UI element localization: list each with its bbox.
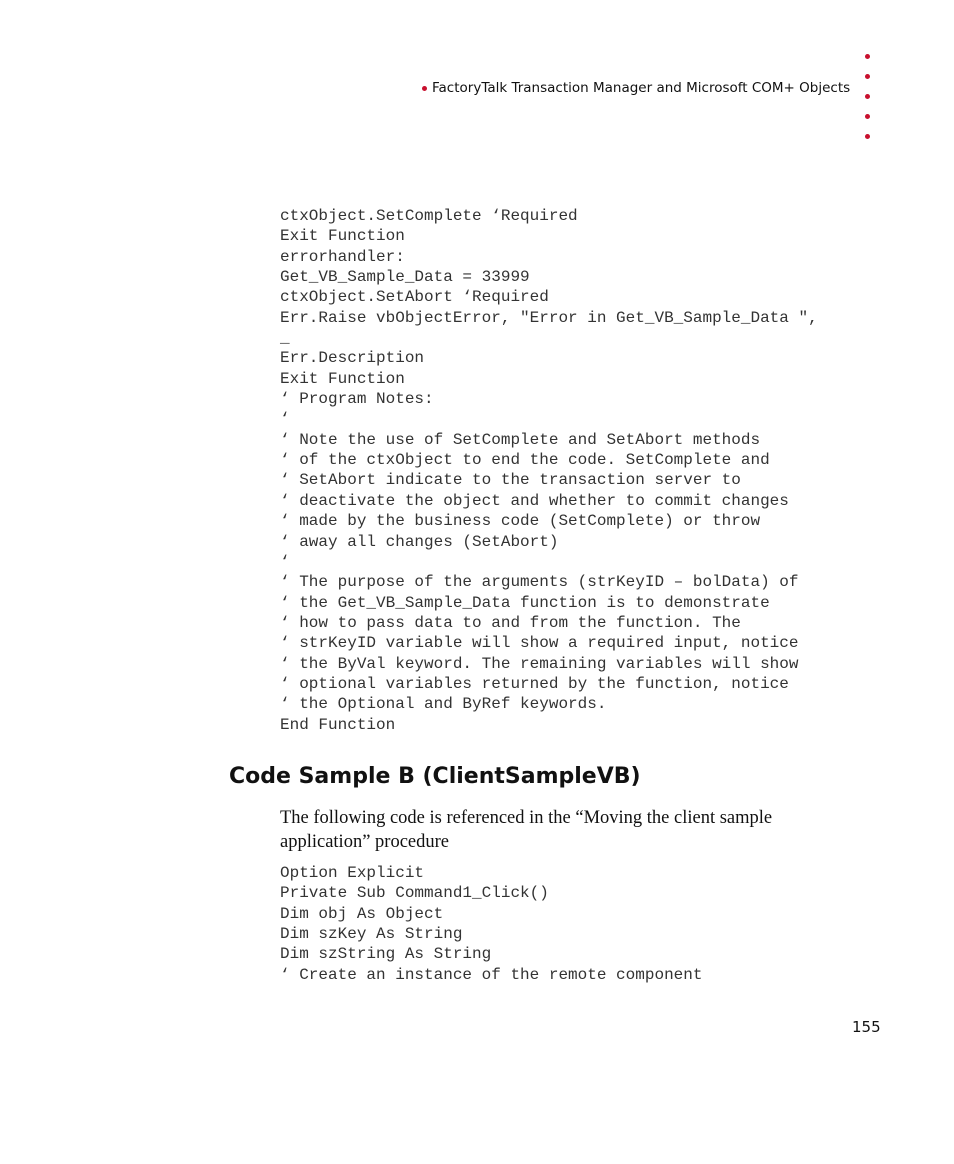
page-number: 155: [852, 1018, 881, 1036]
running-header-title: FactoryTalk Transaction Manager and Microsoft COM+ Objects: [432, 80, 851, 96]
code-line: Option Explicit: [280, 864, 425, 882]
code-line: ctxObject.SetComplete ‘Required: [280, 207, 578, 225]
section-intro-paragraph: The following code is referenced in the “Moving the client sample application” procedure: [280, 808, 773, 852]
code-line: ‘ deactivate the object and whether to commit changes: [280, 491, 789, 510]
code-line: Exit Function: [280, 227, 405, 246]
code-line: ‘ made by the business code (SetComplete) or throw: [280, 512, 761, 531]
dot-icon: [865, 134, 870, 139]
code-line: Err.Raise vbObjectError, "Error in Get_VB_Sample_Data ",: [280, 308, 818, 327]
running-header: [422, 78, 850, 98]
dot-icon: [865, 54, 870, 59]
code-line: Err.Description: [280, 349, 425, 368]
code-line: Dim obj As Object: [280, 904, 444, 923]
code-line: Private Sub Command1_Click(): [280, 884, 549, 903]
code-line: errorhandler:: [280, 247, 405, 266]
code-line: Get_VB_Sample_Data = 33999: [280, 268, 530, 287]
dot-icon: [865, 74, 870, 79]
code-line: ‘ Create an instance of the remote component: [280, 965, 703, 984]
code-line: ‘ Program Notes:: [280, 390, 434, 409]
dot-icon: [865, 114, 870, 119]
code-line: ‘ the Get_VB_Sample_Data function is to demonstrate: [280, 593, 770, 612]
code-line: _: [280, 329, 290, 348]
code-line: ‘ SetAbort indicate to the transaction server to: [280, 471, 741, 490]
code-line: ‘ the ByVal keyword. The remaining variables will show: [280, 654, 799, 673]
code-line: ‘ Note the use of SetComplete and SetAbort methods: [280, 430, 761, 449]
code-line: ctxObject.SetAbort ‘Required: [280, 288, 549, 307]
code-line: Dim szString As String: [280, 945, 492, 964]
code-line: ‘ of the ctxObject to end the code. SetComplete and: [280, 451, 770, 470]
code-line: ‘: [280, 410, 290, 429]
code-line: ‘ The purpose of the arguments (strKeyID – bolData) of: [280, 573, 799, 592]
code-block-client-sample: [280, 863, 702, 985]
code-line: ‘ strKeyID variable will show a required input, notice: [280, 634, 799, 653]
section-heading: Code Sample B (ClientSampleVB): [229, 764, 641, 789]
bullet-icon: [422, 86, 427, 91]
code-line: ‘ how to pass data to and from the function. The: [280, 613, 741, 632]
code-line: End Function: [280, 715, 396, 734]
dot-icon: [865, 94, 870, 99]
code-line: Exit Function: [280, 369, 405, 388]
code-block-function-end: [280, 206, 818, 735]
code-line: ‘ away all changes (SetAbort): [280, 532, 559, 551]
code-line: ‘ optional variables returned by the function, notice: [280, 674, 789, 693]
code-line: ‘: [280, 552, 290, 571]
code-line: ‘ the Optional and ByRef keywords.: [280, 695, 607, 714]
code-line: Dim szKey As String: [280, 925, 463, 944]
